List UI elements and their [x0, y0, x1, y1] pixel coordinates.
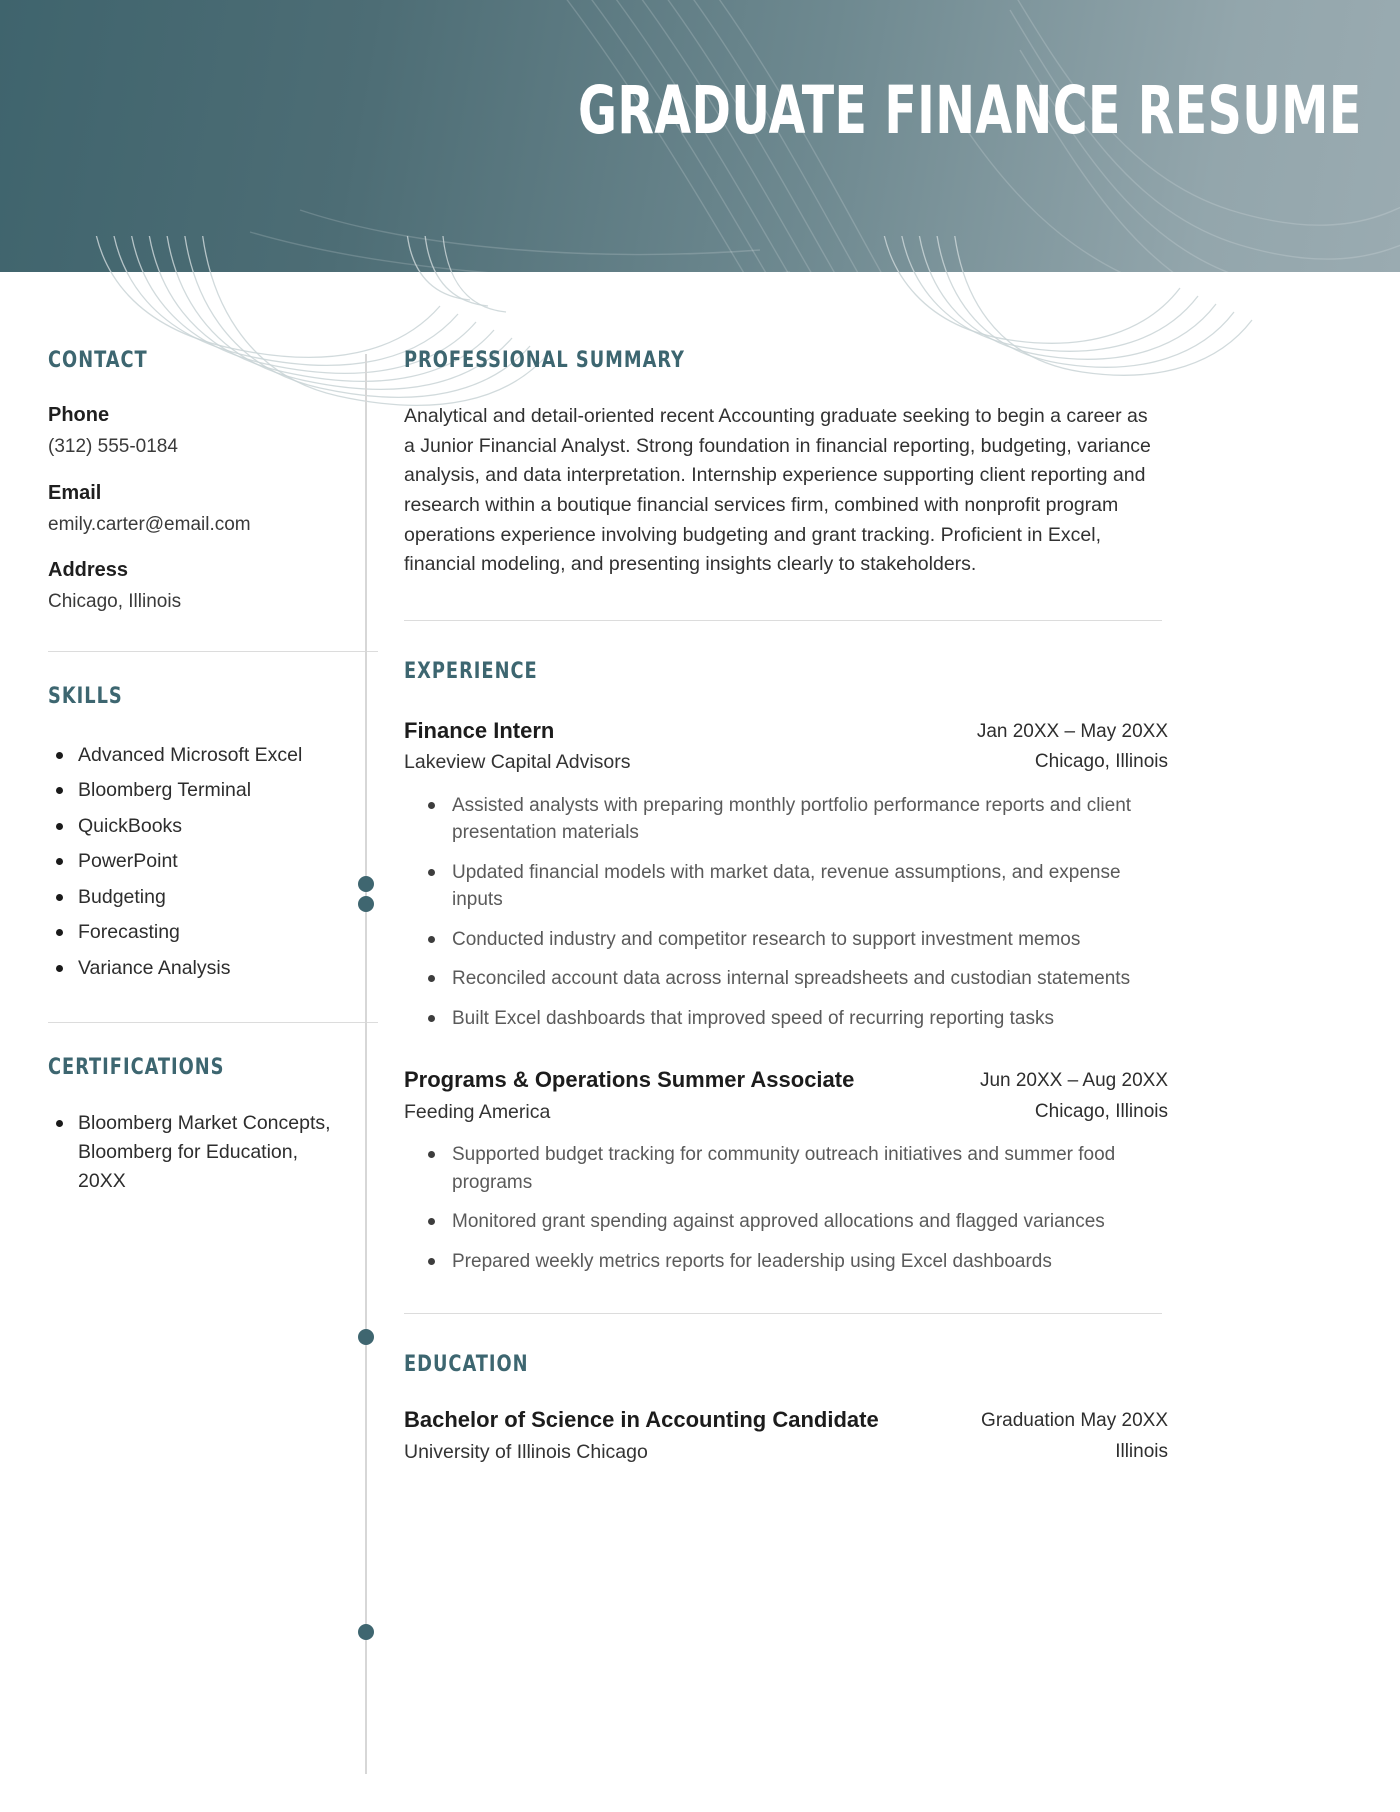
resume-body — [0, 272, 1400, 1465]
graduation-date: Graduation May 20XX — [981, 1410, 1168, 1432]
skills-list — [48, 738, 340, 986]
timeline-dot-1b — [358, 896, 374, 912]
entry-primary — [404, 717, 977, 776]
section-experience — [404, 658, 1168, 1276]
resume-header-banner — [0, 0, 1400, 272]
list-item: Budgeting — [48, 880, 340, 915]
education-entry — [404, 1406, 1168, 1465]
contact-value-email[interactable]: emily.carter@email.com — [48, 513, 251, 535]
job-bullet-list — [404, 792, 1168, 1033]
job-dates: Jun 20XX – Aug 20XX — [979, 1070, 1168, 1092]
experience-entry — [404, 717, 1168, 1033]
job-dates: Jan 20XX – May 20XX — [976, 720, 1168, 742]
skills-heading: SKILLS — [48, 683, 123, 709]
contact-value-phone[interactable]: (312) 555-0184 — [48, 436, 178, 457]
list-item: PowerPoint — [48, 844, 340, 879]
school-location: Illinois — [1115, 1441, 1168, 1463]
summary-text: Analytical and detail-oriented recent Accounting graduate seeking to begin a career as a Junior Financial Analyst. Strong foundation in financial reporting, budgeting, variance analysis, and data interpretation. Internship experience supporting client reporting and research within a boutique financial services firm, combined with nonprofit program operations experience involving budgeting and grant tracking. Proficient in Excel, financial modeling, and presenting insights clearly to stakeholders. — [404, 405, 1151, 576]
section-education — [404, 1354, 1168, 1465]
main-column — [392, 272, 1400, 1465]
summary-heading: PROFESSIONAL SUMMARY — [404, 348, 685, 373]
contact-label-address: Address — [48, 559, 129, 582]
page-title: GRADUATE FINANCE RESUME — [578, 72, 1362, 149]
list-item: Updated financial models with market data, revenue assumptions, and expense inputs — [404, 859, 1168, 914]
list-item: Conducted industry and competitor research to support investment memos — [404, 926, 1168, 954]
list-item: Assisted analysts with preparing monthly portfolio performance reports and client presentation materials — [404, 792, 1168, 847]
job-title: Programs & Operations Summer Associate — [404, 1067, 855, 1093]
entry-meta — [981, 1406, 1168, 1464]
school-name: University of Illinois Chicago — [404, 1440, 648, 1463]
experience-heading: EXPERIENCE — [404, 658, 538, 684]
contact-value-address: Chicago, Illinois — [48, 591, 182, 613]
job-bullet-list — [404, 1141, 1168, 1275]
sidebar-divider-2 — [48, 1022, 378, 1023]
sidebar-divider-1 — [48, 651, 378, 652]
job-location: Chicago, Illinois — [1034, 751, 1168, 773]
experience-entry — [404, 1066, 1168, 1275]
list-item: Monitored grant spending against approved allocations and flagged variances — [404, 1208, 1168, 1236]
timeline-rail — [340, 272, 392, 1465]
timeline-dot-2 — [358, 1329, 374, 1345]
certifications-heading: CERTIFICATIONS — [48, 1055, 225, 1081]
list-item: Reconciled account data across internal spreadsheets and custodian statements — [404, 965, 1168, 993]
entry-primary — [404, 1406, 981, 1465]
entry-header — [404, 1406, 1168, 1465]
list-item: Prepared weekly metrics reports for leadership using Excel dashboards — [404, 1248, 1168, 1276]
section-skills — [48, 683, 340, 986]
entry-header — [404, 1066, 1168, 1125]
section-professional-summary — [404, 350, 1168, 580]
list-item: Variance Analysis — [48, 951, 340, 986]
list-item: Forecasting — [48, 915, 340, 950]
contact-label-phone: Phone — [48, 404, 110, 426]
education-heading: EDUCATION — [404, 1352, 529, 1378]
job-title: Finance Intern — [404, 717, 555, 743]
timeline-dot-3 — [358, 1624, 374, 1640]
timeline-dot-1a — [358, 876, 374, 892]
sidebar-column — [0, 272, 340, 1465]
job-location: Chicago, Illinois — [1034, 1101, 1168, 1123]
entry-meta — [977, 717, 1168, 775]
entry-header — [404, 717, 1168, 776]
job-organization: Feeding America — [404, 1100, 551, 1123]
list-item: QuickBooks — [48, 809, 340, 844]
job-organization: Lakeview Capital Advisors — [404, 751, 631, 774]
list-item: Built Excel dashboards that improved speed of recurring reporting tasks — [404, 1005, 1168, 1033]
contact-heading: CONTACT — [48, 348, 148, 373]
list-item: Advanced Microsoft Excel — [48, 738, 340, 773]
entry-meta — [980, 1066, 1168, 1124]
list-item: Supported budget tracking for community outreach initiatives and summer food programs — [404, 1141, 1168, 1196]
list-item: Bloomberg Terminal — [48, 773, 340, 808]
certifications-list — [48, 1109, 340, 1196]
section-certifications — [48, 1057, 340, 1196]
contact-label-email: Email — [48, 481, 102, 504]
contact-field-phone — [48, 402, 340, 615]
degree-title: Bachelor of Science in Accounting Candidate — [404, 1407, 879, 1433]
timeline-vertical-line — [365, 354, 367, 1774]
list-item: Bloomberg Market Concepts, Bloomberg for Education, 20XX — [48, 1109, 340, 1196]
section-contact — [48, 350, 340, 615]
entry-primary — [404, 1066, 980, 1125]
